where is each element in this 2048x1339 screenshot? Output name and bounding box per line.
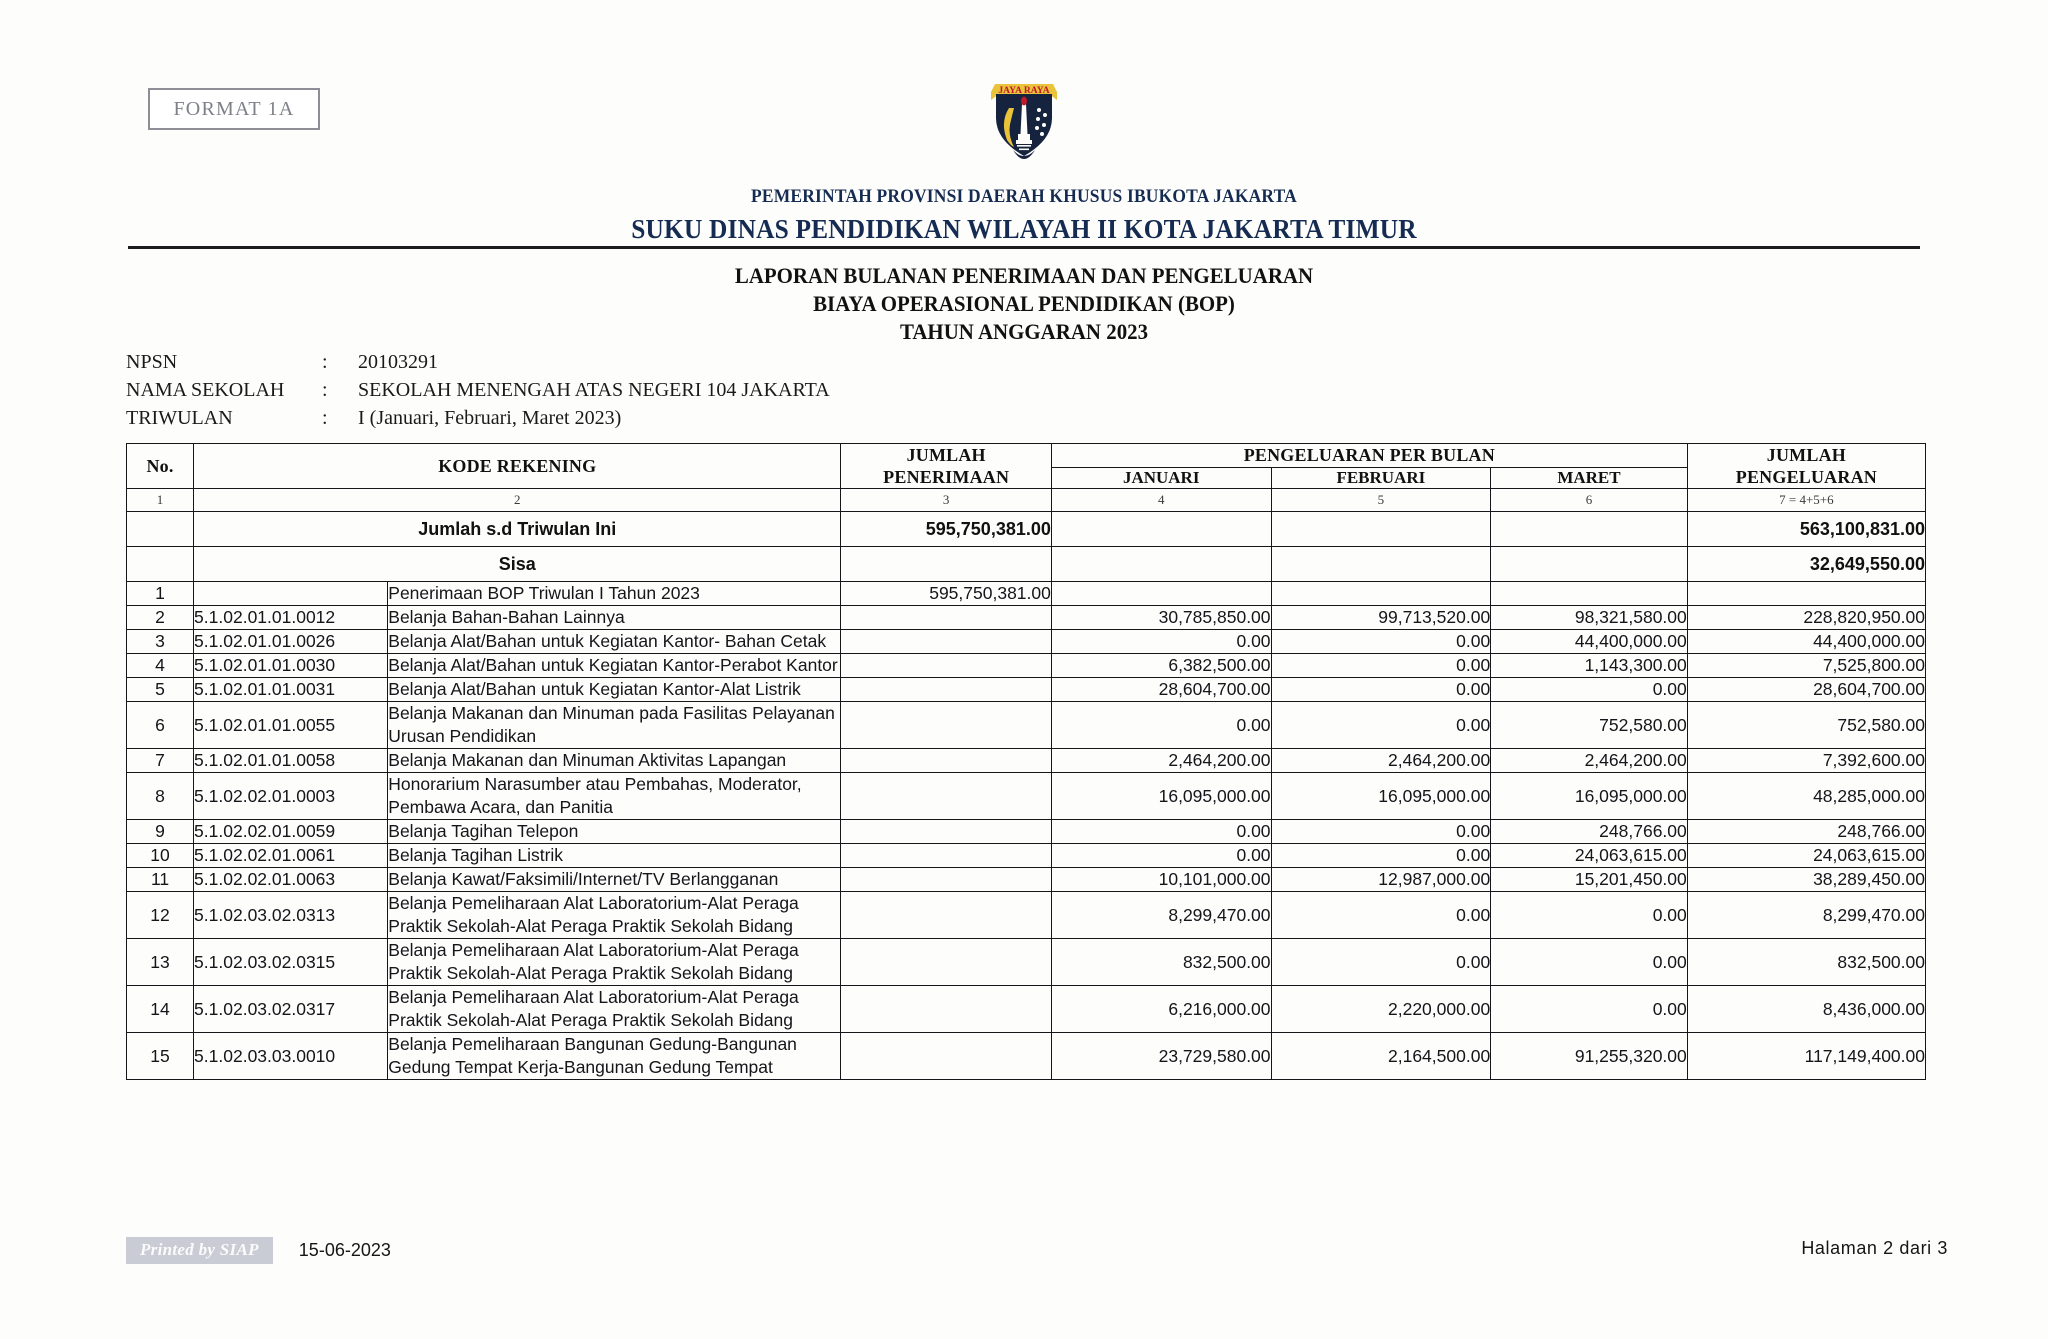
cell-februari: 0.00 (1271, 892, 1491, 939)
summary-remaining-penerimaan (841, 547, 1051, 582)
cell-januari: 6,382,500.00 (1051, 654, 1271, 678)
cell-kode: 5.1.02.01.01.0030 (194, 654, 388, 678)
cell-maret: 44,400,000.00 (1491, 630, 1688, 654)
summary-total-januari (1051, 512, 1271, 547)
cell-kode: 5.1.02.03.02.0317 (194, 986, 388, 1033)
cell-januari: 0.00 (1051, 820, 1271, 844)
cell-februari: 0.00 (1271, 820, 1491, 844)
cell-pengeluaran: 117,149,400.00 (1687, 1033, 1925, 1080)
cell-februari: 2,220,000.00 (1271, 986, 1491, 1033)
org-line-province: PEMERINTAH PROVINSI DAERAH KHUSUS IBUKOTA JAKARTA (751, 186, 1297, 207)
col-header-no: No. (127, 444, 194, 489)
cell-kode: 5.1.02.02.01.0063 (194, 868, 388, 892)
cell-januari: 0.00 (1051, 844, 1271, 868)
cell-februari: 0.00 (1271, 630, 1491, 654)
col-number-januari: 4 (1051, 489, 1271, 512)
cell-pengeluaran: 38,289,450.00 (1687, 868, 1925, 892)
cell-description: Honorarium Narasumber atau Pembahas, Moderator, Pembawa Acara, dan Panitia (388, 773, 841, 820)
cell-maret: 752,580.00 (1491, 702, 1688, 749)
summary-remaining-label: Sisa (194, 547, 841, 582)
col-number-februari: 5 (1271, 489, 1491, 512)
cell-januari: 28,604,700.00 (1051, 678, 1271, 702)
col-header-jumlah-pengeluaran-line1: JUMLAH (1766, 445, 1846, 465)
summary-row-remaining (127, 547, 1926, 582)
cell-pengeluaran: 7,392,600.00 (1687, 749, 1925, 773)
page-number-label: Halaman 2 dari 3 (1801, 1238, 1948, 1258)
col-header-pengeluaran-per-bulan: PENGELUARAN PER BULAN (1051, 444, 1687, 468)
cell-penerimaan (841, 678, 1051, 702)
cell-januari (1051, 582, 1271, 606)
cell-kode: 5.1.02.03.02.0313 (194, 892, 388, 939)
table-row (127, 654, 1926, 678)
col-number-penerimaan: 3 (841, 489, 1051, 512)
cell-maret: 1,143,300.00 (1491, 654, 1688, 678)
cell-maret: 0.00 (1491, 939, 1688, 986)
cell-februari: 12,987,000.00 (1271, 868, 1491, 892)
cell-januari: 6,216,000.00 (1051, 986, 1271, 1033)
cell-pengeluaran: 24,063,615.00 (1687, 844, 1925, 868)
table-row (127, 1033, 1926, 1080)
budget-report-table (126, 443, 1926, 1080)
cell-januari: 0.00 (1051, 702, 1271, 749)
cell-penerimaan (841, 868, 1051, 892)
cell-pengeluaran: 8,436,000.00 (1687, 986, 1925, 1033)
jakarta-coat-of-arms-icon (983, 78, 1065, 170)
cell-kode: 5.1.02.01.01.0055 (194, 702, 388, 749)
table-row (127, 844, 1926, 868)
summary-total-pengeluaran: 563,100,831.00 (1687, 512, 1925, 547)
table-row (127, 749, 1926, 773)
summary-total-label: Jumlah s.d Triwulan Ini (194, 512, 841, 547)
cell-februari: 0.00 (1271, 702, 1491, 749)
cell-januari: 832,500.00 (1051, 939, 1271, 986)
cell-pengeluaran (1687, 582, 1925, 606)
cell-maret: 248,766.00 (1491, 820, 1688, 844)
printed-by-badge: Printed by SIAP (126, 1237, 273, 1264)
cell-penerimaan (841, 844, 1051, 868)
cell-penerimaan (841, 630, 1051, 654)
cell-januari: 16,095,000.00 (1051, 773, 1271, 820)
report-title-line-2: BIAYA OPERASIONAL PENDIDIKAN (BOP) (813, 291, 1235, 316)
cell-maret (1491, 582, 1688, 606)
cell-kode: 5.1.02.01.01.0031 (194, 678, 388, 702)
cell-maret: 15,201,450.00 (1491, 868, 1688, 892)
cell-description: Belanja Alat/Bahan untuk Kegiatan Kantor-Alat Listrik (388, 678, 841, 702)
table-header-row-main (127, 444, 1926, 468)
table-row (127, 582, 1926, 606)
summary-remaining-pengeluaran: 32,649,550.00 (1687, 547, 1925, 582)
summary-total-penerimaan: 595,750,381.00 (841, 512, 1051, 547)
cell-januari: 10,101,000.00 (1051, 868, 1271, 892)
cell-januari: 30,785,850.00 (1051, 606, 1271, 630)
cell-pengeluaran: 48,285,000.00 (1687, 773, 1925, 820)
header-divider (128, 246, 1920, 249)
cell-pengeluaran: 7,525,800.00 (1687, 654, 1925, 678)
cell-februari: 2,164,500.00 (1271, 1033, 1491, 1080)
table-head (127, 444, 1926, 512)
cell-no: 3 (127, 630, 194, 654)
cell-februari: 0.00 (1271, 939, 1491, 986)
cell-penerimaan (841, 702, 1051, 749)
cell-description: Belanja Pemeliharaan Bangunan Gedung-Bangunan Gedung Tempat Kerja-Bangunan Gedung Tempat (388, 1033, 841, 1080)
cell-pengeluaran: 832,500.00 (1687, 939, 1925, 986)
organization-header (0, 186, 2048, 245)
cell-no: 8 (127, 773, 194, 820)
report-title (51, 262, 1997, 346)
cell-februari: 16,095,000.00 (1271, 773, 1491, 820)
cell-kode: 5.1.02.01.01.0012 (194, 606, 388, 630)
meta-value-school-name: SEKOLAH MENENGAH ATAS NEGERI 104 JAKARTA (358, 379, 830, 401)
meta-value-quarter: I (Januari, Februari, Maret 2023) (358, 407, 622, 429)
cell-no: 5 (127, 678, 194, 702)
cell-no: 15 (127, 1033, 194, 1080)
col-header-jumlah-pengeluaran (1687, 444, 1925, 489)
cell-no: 10 (127, 844, 194, 868)
cell-description: Belanja Bahan-Bahan Lainnya (388, 606, 841, 630)
cell-pengeluaran: 44,400,000.00 (1687, 630, 1925, 654)
table-row (127, 678, 1926, 702)
col-number-pengeluaran: 7 = 4+5+6 (1687, 489, 1925, 512)
col-number-no: 1 (127, 489, 194, 512)
report-title-line-3: TAHUN ANGGARAN 2023 (899, 319, 1149, 344)
table-column-number-row (127, 489, 1926, 512)
meta-row-school-name (126, 376, 830, 404)
cell-maret: 0.00 (1491, 986, 1688, 1033)
table-row (127, 868, 1926, 892)
col-header-jumlah-penerimaan (841, 444, 1051, 489)
col-number-kode: 2 (194, 489, 841, 512)
cell-kode: 5.1.02.01.01.0058 (194, 749, 388, 773)
footer-left (126, 1237, 391, 1264)
cell-description: Belanja Makanan dan Minuman Aktivitas Lapangan (388, 749, 841, 773)
col-header-jumlah-pengeluaran-line2: PENGELUARAN (1735, 467, 1877, 487)
cell-kode: 5.1.02.03.02.0315 (194, 939, 388, 986)
meta-label-school-name: NAMA SEKOLAH (126, 379, 285, 401)
cell-maret: 91,255,320.00 (1491, 1033, 1688, 1080)
cell-penerimaan (841, 986, 1051, 1033)
summary-remaining-januari (1051, 547, 1271, 582)
cell-no: 13 (127, 939, 194, 986)
cell-description: Belanja Alat/Bahan untuk Kegiatan Kantor- Bahan Cetak (388, 630, 841, 654)
budget-report-table-container (126, 443, 1926, 1080)
cell-no: 4 (127, 654, 194, 678)
meta-colon-npsn: : (322, 351, 328, 373)
emblem-banner-text: JAYA RAYA (998, 86, 1050, 96)
cell-februari (1271, 582, 1491, 606)
cell-pengeluaran: 228,820,950.00 (1687, 606, 1925, 630)
col-number-maret: 6 (1491, 489, 1688, 512)
cell-no: 12 (127, 892, 194, 939)
cell-no: 7 (127, 749, 194, 773)
cell-description: Penerimaan BOP Triwulan I Tahun 2023 (388, 582, 841, 606)
cell-februari: 0.00 (1271, 844, 1491, 868)
cell-pengeluaran: 8,299,470.00 (1687, 892, 1925, 939)
table-row (127, 986, 1926, 1033)
cell-no: 2 (127, 606, 194, 630)
cell-maret: 98,321,580.00 (1491, 606, 1688, 630)
cell-maret: 16,095,000.00 (1491, 773, 1688, 820)
cell-februari: 99,713,520.00 (1271, 606, 1491, 630)
cell-januari: 0.00 (1051, 630, 1271, 654)
table-body (127, 512, 1926, 1080)
cell-penerimaan (841, 654, 1051, 678)
cell-penerimaan (841, 820, 1051, 844)
cell-description: Belanja Pemeliharaan Alat Laboratorium-Alat Peraga Praktik Sekolah-Alat Peraga Praktik Sekolah Bidang (388, 939, 841, 986)
cell-no: 6 (127, 702, 194, 749)
col-header-kode-rekening: KODE REKENING (194, 444, 841, 489)
cell-penerimaan (841, 749, 1051, 773)
table-row (127, 702, 1926, 749)
cell-no: 1 (127, 582, 194, 606)
col-header-jumlah-penerimaan-line1: JUMLAH (906, 445, 986, 465)
cell-penerimaan (841, 1033, 1051, 1080)
cell-description: Belanja Pemeliharaan Alat Laboratorium-Alat Peraga Praktik Sekolah-Alat Peraga Praktik Sekolah Bidang (388, 986, 841, 1033)
table-row (127, 630, 1926, 654)
cell-penerimaan (841, 892, 1051, 939)
format-badge: FORMAT 1A (148, 88, 320, 130)
meta-label-quarter: TRIWULAN (126, 407, 233, 429)
report-title-line-1: LAPORAN BULANAN PENERIMAAN DAN PENGELUARAN (734, 263, 1314, 288)
cell-februari: 0.00 (1271, 654, 1491, 678)
cell-no: 14 (127, 986, 194, 1033)
summary-remaining-no (127, 547, 194, 582)
table-row (127, 820, 1926, 844)
cell-maret: 2,464,200.00 (1491, 749, 1688, 773)
meta-label-npsn: NPSN (126, 351, 178, 373)
cell-description: Belanja Kawat/Faksimili/Internet/TV Berlangganan (388, 868, 841, 892)
cell-kode (194, 582, 388, 606)
org-line-department: SUKU DINAS PENDIDIKAN WILAYAH II KOTA JAKARTA TIMUR (631, 214, 1417, 244)
cell-pengeluaran: 248,766.00 (1687, 820, 1925, 844)
table-row (127, 892, 1926, 939)
cell-description: Belanja Tagihan Listrik (388, 844, 841, 868)
cell-description: Belanja Tagihan Telepon (388, 820, 841, 844)
cell-januari: 2,464,200.00 (1051, 749, 1271, 773)
cell-penerimaan: 595,750,381.00 (841, 582, 1051, 606)
col-header-februari: FEBRUARI (1271, 467, 1491, 488)
emblem-container (0, 78, 2048, 170)
meta-row-npsn (126, 348, 830, 376)
cell-januari: 8,299,470.00 (1051, 892, 1271, 939)
cell-penerimaan (841, 606, 1051, 630)
meta-colon-school-name: : (322, 379, 328, 401)
document-metadata (126, 348, 830, 432)
meta-colon-quarter: : (322, 407, 328, 429)
cell-kode: 5.1.02.02.01.0003 (194, 773, 388, 820)
summary-remaining-maret (1491, 547, 1688, 582)
summary-total-maret (1491, 512, 1688, 547)
summary-row-total (127, 512, 1926, 547)
cell-maret: 0.00 (1491, 892, 1688, 939)
cell-no: 11 (127, 868, 194, 892)
meta-row-quarter (126, 404, 830, 432)
cell-januari: 23,729,580.00 (1051, 1033, 1271, 1080)
cell-kode: 5.1.02.03.03.0010 (194, 1033, 388, 1080)
summary-total-no (127, 512, 194, 547)
cell-penerimaan (841, 939, 1051, 986)
table-row (127, 939, 1926, 986)
cell-description: Belanja Alat/Bahan untuk Kegiatan Kantor-Perabot Kantor (388, 654, 841, 678)
cell-description: Belanja Pemeliharaan Alat Laboratorium-Alat Peraga Praktik Sekolah-Alat Peraga Praktik Sekolah Bidang (388, 892, 841, 939)
meta-value-npsn: 20103291 (358, 351, 438, 373)
cell-kode: 5.1.02.01.01.0026 (194, 630, 388, 654)
table-row (127, 606, 1926, 630)
cell-no: 9 (127, 820, 194, 844)
cell-kode: 5.1.02.02.01.0059 (194, 820, 388, 844)
col-header-januari: JANUARI (1051, 467, 1271, 488)
cell-februari: 2,464,200.00 (1271, 749, 1491, 773)
table-row (127, 773, 1926, 820)
cell-maret: 24,063,615.00 (1491, 844, 1688, 868)
cell-kode: 5.1.02.02.01.0061 (194, 844, 388, 868)
cell-pengeluaran: 28,604,700.00 (1687, 678, 1925, 702)
print-date: 15-06-2023 (298, 1240, 391, 1260)
cell-pengeluaran: 752,580.00 (1687, 702, 1925, 749)
cell-penerimaan (841, 773, 1051, 820)
col-header-maret: MARET (1491, 467, 1688, 488)
summary-remaining-februari (1271, 547, 1491, 582)
cell-maret: 0.00 (1491, 678, 1688, 702)
cell-februari: 0.00 (1271, 678, 1491, 702)
col-header-jumlah-penerimaan-line2: PENERIMAAN (883, 467, 1010, 487)
summary-total-februari (1271, 512, 1491, 547)
cell-description: Belanja Makanan dan Minuman pada Fasilitas Pelayanan Urusan Pendidikan (388, 702, 841, 749)
